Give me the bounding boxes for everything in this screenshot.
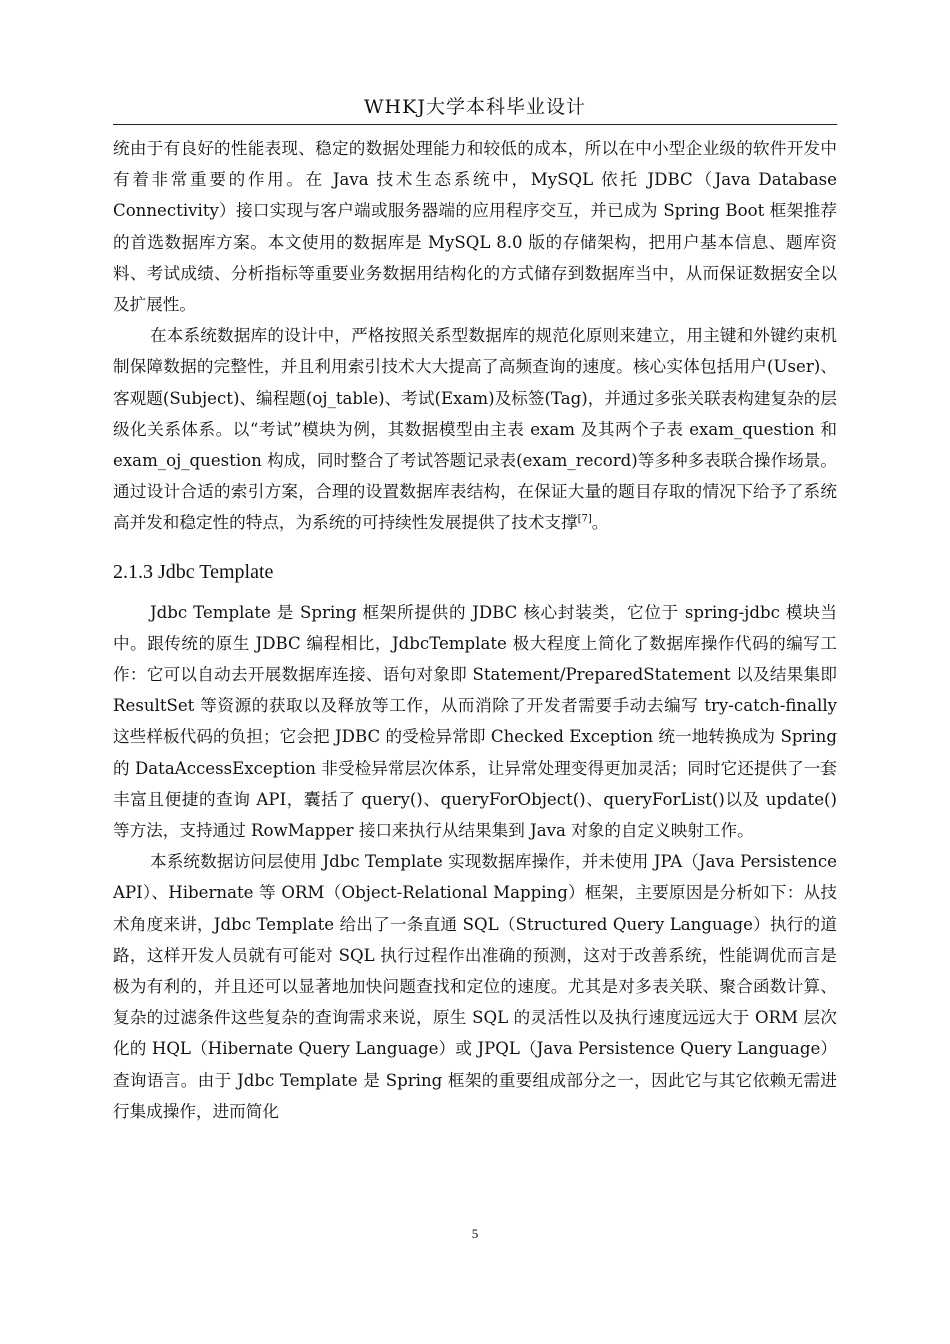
- header-rule: [113, 124, 837, 125]
- paragraph-mysql-intro: 统由于有良好的性能表现、稳定的数据处理能力和较低的成本，所以在中小型企业级的软件开发中有着非常重要的作用。在 Java 技术生态系统中，MySQL 依托 JDBC（Java Database Connectivity）接口实现与客户端或服务器端的应用程序交互，并已成为 Spring Boot 框架推荐的首选数据库方案。本文使用的数据库是 MySQL 8.0 版的存储架构，把用户基本信息、题库资料、考试成绩、分析指标等重要业务数据用结构化的方式储存到数据库当中，从而保证数据安全以及扩展性。: [113, 139, 838, 315]
- paragraph-jdbc-template-reasons: 本系统数据访问层使用 Jdbc Template 实现数据库操作，并未使用 JPA（Java Persistence API）、Hibernate 等 ORM（Object-Relational Mapping）框架，主要原因是分析如下：从技术角度来讲，Jdbc Template 给出了一条直通 SQL（Structured Query Language）执行的道路，这样开发人员就有可能对 SQL 执行过程作出准确的预测，这对于改善系统，性能调优而言是极为有利的，并且还可以显著地加快问题查找和定位的速度。尤其是对多表关联、聚合函数计算、复杂的过滤条件这些复杂的查询需求来说，原生 SQL 的灵活性以及执行速度远远大于 ORM 层次化的 HQL（Hibernate Query Language）或 JPQL（Java Persistence Query Language）查询语言。由于 Jdbc Template 是 Spring 框架的重要组成部分之一，因此它与其它依赖无需进行集成操作，进而简化: [113, 852, 837, 1121]
- paragraph-jdbc-template-intro: Jdbc Template 是 Spring 框架所提供的 JDBC 核心封装类，它位于 spring-jdbc 模块当中。跟传统的原生 JDBC 编程相比，JdbcTemplate 极大程度上简化了数据库操作代码的编写工作：它可以自动去开展数据库连接、语句对象即 Statement/PreparedStatement 以及结果集即 ResultSet 等资源的获取以及释放等工作，从而消除了开发者需要手动去编写 try-catch-finally 这些样板代码的负担；它会把 JDBC 的受检异常即 Checked Exception 统一地转换成为 Spring 的 DataAccessException 非受检异常层次体系，让异常处理变得更加灵活；同时它还提供了一套丰富且便捷的查询 API，囊括了 query()、queryForObject()、queryForList()以及 update()等方法，支持通过 RowMapper 接口来执行从结果集到 Java 对象的自定义映射工作。: [113, 602, 837, 841]
- page-number: 5: [471, 1226, 479, 1241]
- section-heading: 2.1.3 Jdbc Template: [113, 560, 274, 583]
- page-body: [113, 133, 837, 1127]
- page-header-title: WHKJ大学本科毕业设计: [364, 96, 586, 118]
- paragraph-database-design-text: 在本系统数据库的设计中，严格按照关系型数据库的规范化原则来建立，用主键和外键约束机制保障数据的完整性，并且利用索引技术大大提高了高频查询的速度。核心实体包括用户(User)、客观题(Subject)、编程题(oj_table)、考试(Exam)及标签(Tag)，并通过多张关联表构建复杂的层级化关系体系。以“考试”模块为例，其数据模型由主表 exam 及其两个子表 exam_question 和 exam_oj_question 构成，同时整合了考试答题记录表(exam_record)等多种多表联合操作场景。通过设计合适的索引方案，合理的设置数据库表结构，在保证大量的题目存取的情况下给予了系统高并发和稳定性的特点，为系统的可持续性发展提供了技术支撑: [113, 326, 837, 533]
- paragraph-database-design: [113, 320, 837, 538]
- paragraph-database-design-tail: 。: [591, 513, 609, 533]
- citation-ref: [7]: [577, 513, 592, 525]
